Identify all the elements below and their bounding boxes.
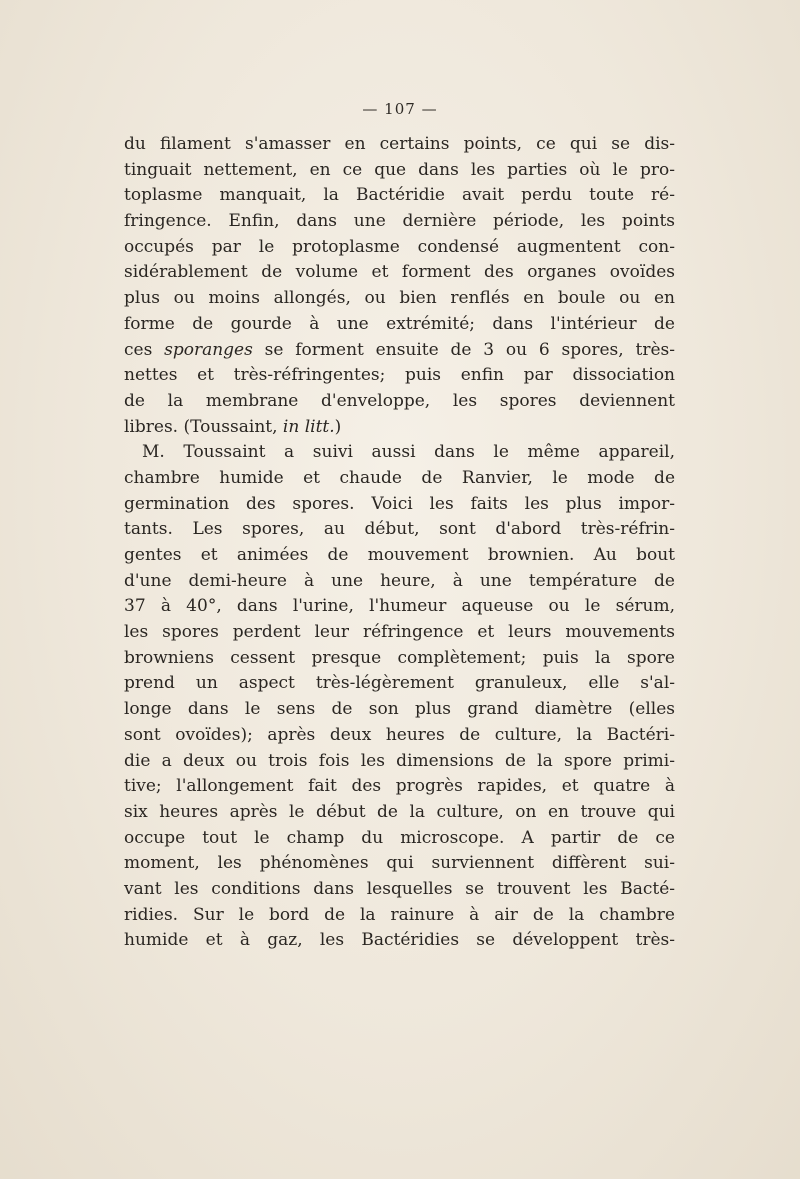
text-run: M. Toussaint a suivi aussi dans le même appareil, bbox=[142, 442, 675, 463]
italic-term-in-litt: in litt. bbox=[282, 416, 335, 437]
text-run: toplasme manquait, la Bactéridie avait perdu toute ré- bbox=[124, 185, 675, 206]
text-line bbox=[124, 183, 675, 209]
text-run: nettes et très-réfringentes; puis enfin par dissociation bbox=[124, 365, 675, 386]
text-run: moment, les phénomènes qui surviennent diffèrent sui- bbox=[124, 853, 675, 874]
text-line bbox=[124, 800, 675, 826]
text-line bbox=[124, 312, 675, 338]
text-run: libres. (Toussaint, bbox=[124, 416, 283, 437]
text-run: browniens cessent presque complètement; puis la spore bbox=[124, 647, 675, 668]
page-number: — 107 — bbox=[362, 100, 438, 118]
text-run: d'une demi-heure à une heure, à une température de bbox=[124, 570, 675, 591]
text-line bbox=[124, 389, 675, 415]
text-line bbox=[124, 826, 675, 852]
text-run: ridies. Sur le bord de la rainure à air de la chambre bbox=[124, 904, 675, 925]
text-line bbox=[124, 903, 675, 929]
text-line bbox=[124, 928, 675, 954]
text-run: tants. Les spores, au début, sont d'abord très-réfrin- bbox=[124, 519, 675, 540]
text-line bbox=[124, 697, 675, 723]
text-line bbox=[124, 363, 675, 389]
text-run: de la membrane d'enveloppe, les spores deviennent bbox=[124, 390, 675, 411]
text-line bbox=[124, 723, 675, 749]
text-run: sont ovoïdes); après deux heures de culture, la Bactéri- bbox=[124, 724, 675, 745]
text-line bbox=[124, 466, 675, 492]
text-run: humide et à gaz, les Bactéridies se développent très- bbox=[124, 930, 675, 951]
text-line bbox=[124, 132, 675, 158]
text-line bbox=[124, 440, 675, 466]
text-run: les spores perdent leur réfringence et leurs mouvements bbox=[124, 622, 675, 643]
text-run: six heures après le début de la culture, on en trouve qui bbox=[124, 801, 675, 822]
text-line bbox=[124, 286, 675, 312]
text-line bbox=[124, 415, 675, 441]
text-line bbox=[124, 543, 675, 569]
text-run: ) bbox=[334, 416, 342, 437]
text-run: chambre humide et chaude de Ranvier, le mode de bbox=[124, 467, 675, 488]
text-line bbox=[124, 209, 675, 235]
text-run: plus ou moins allongés, ou bien renflés en boule ou en bbox=[124, 288, 675, 309]
text-line bbox=[124, 338, 675, 364]
text-run: prend un aspect très-légèrement granuleux, elle s'al- bbox=[124, 673, 675, 694]
text-run: vant les conditions dans lesquelles se trouvent les Bacté- bbox=[124, 878, 675, 899]
text-line bbox=[124, 671, 675, 697]
text-line bbox=[124, 235, 675, 261]
text-line bbox=[124, 569, 675, 595]
text-run: tive; l'allongement fait des progrès rapides, et quatre à bbox=[124, 776, 675, 797]
text-line bbox=[124, 594, 675, 620]
text-run: forme de gourde à une extrémité; dans l'intérieur de bbox=[124, 313, 675, 334]
text-line bbox=[124, 517, 675, 543]
text-run: se forment ensuite de 3 ou 6 spores, très- bbox=[252, 339, 675, 360]
text-line bbox=[124, 774, 675, 800]
text-line bbox=[124, 749, 675, 775]
text-line bbox=[124, 877, 675, 903]
text-run: germination des spores. Voici les faits les plus impor- bbox=[124, 493, 675, 514]
text-line bbox=[124, 158, 675, 184]
text-run: longe dans le sens de son plus grand diamètre (elles bbox=[124, 699, 675, 720]
text-run: gentes et animées de mouvement brownien. Au bout bbox=[124, 545, 675, 565]
text-run: du filament s'amasser en certains points, ce qui se dis- bbox=[124, 134, 675, 154]
text-run: occupés par le protoplasme condensé augmentent con- bbox=[124, 236, 675, 257]
text-run: occupe tout le champ du microscope. A partir de ce bbox=[124, 827, 675, 848]
text-line bbox=[124, 646, 675, 672]
text-run: 37 à 40°, dans l'urine, l'humeur aqueuse ou le sérum, bbox=[124, 596, 675, 617]
italic-term-sporanges: sporanges bbox=[164, 339, 253, 360]
text-line bbox=[124, 492, 675, 518]
text-run: ces bbox=[124, 339, 165, 360]
text-run: fringence. Enfin, dans une dernière période, les points bbox=[124, 211, 675, 232]
text-line bbox=[124, 620, 675, 646]
body-text bbox=[124, 132, 675, 954]
text-line bbox=[124, 851, 675, 877]
text-line bbox=[124, 260, 675, 286]
text-run: tinguait nettement, en ce que dans les parties où le pro- bbox=[124, 159, 675, 180]
text-run: die a deux ou trois fois les dimensions de la spore primi- bbox=[124, 750, 675, 771]
text-run: sidérablement de volume et forment des organes ovoïdes bbox=[124, 262, 675, 283]
